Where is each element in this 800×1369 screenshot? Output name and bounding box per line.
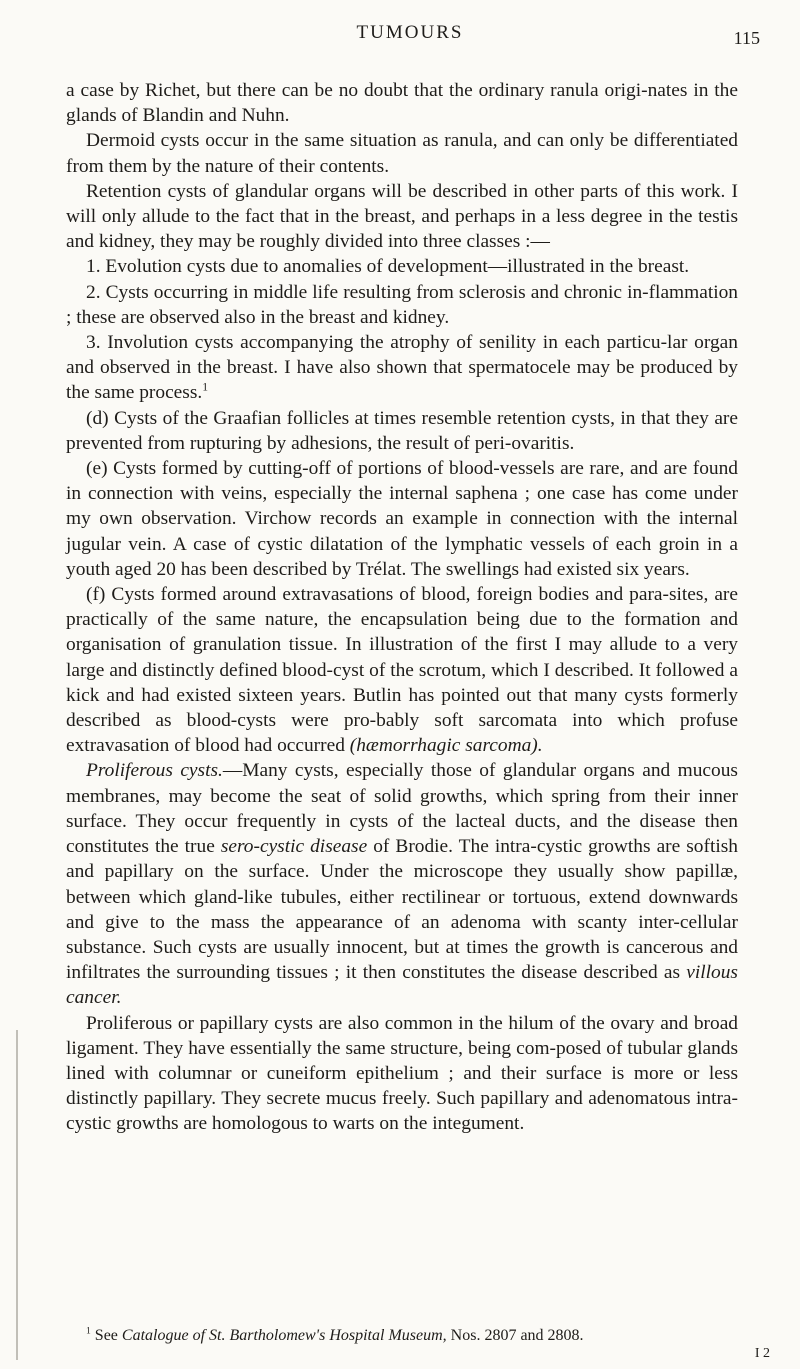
paragraph: Proliferous or papillary cysts are also common in the hilum of the ovary and broad ligament. They have essentially the same structure, being com-posed of tubular glands lined with columnar or cuneiform epithelium ; and their surface is more or less distinctly papillary. They secrete mucus freely. Such papillary and adenomatous intra-cystic growths are homologous to warts on the integument. [66, 1012, 738, 1135]
paragraph: a case by Richet, but there can be no doubt that the ordinary ranula origi-nates in the glands of Blandin and Nuhn. [66, 80, 738, 127]
page-number: 115 [733, 28, 760, 48]
paragraph-text: (f) Cysts formed around extravasations of blood, foreign bodies and para-sites, are practically of the same nature, the encapsulation being due to the formation and organisation of granulation tissue. In illustration of the first I may allude to a very large and distinctly defined blood-cyst of the scrotum, which I described. It followed a kick and had existed sixteen years. Butlin has pointed out that many cysts formerly described as blood-cysts were pro-bably soft sarcomata into which profuse extravasation of blood had occurred [66, 584, 738, 757]
footnote-text: Nos. 2807 and 2808. [450, 1327, 584, 1344]
footnote-text: See [94, 1327, 118, 1344]
paragraph [66, 582, 738, 758]
paragraph-text: of Brodie. The intra-cystic growths are softish and papillary on the surface. Under the microscope they usually show papillæ, between which gland-like tubules, either rectilinear or tortuous, extend downwards and give to the mass the appearance of an adenoma with scanty inter-cellular substance. Such cysts are usually innocent, but at times the growth is cancerous and infiltrates the surrounding tissues ; it then constitutes the disease described as [66, 836, 738, 984]
footnote-reference: 1 [202, 380, 209, 394]
list-item: 2. Cysts occurring in middle life resulting from sclerosis and chronic in-flammation ; these are observed also in the breast and kidney. [66, 281, 738, 328]
footnote [66, 1326, 738, 1346]
footnote-source: Catalogue of St. Bartholomew's Hospital Museum, [121, 1327, 447, 1344]
italic-term: (hæmorrhagic sarcoma). [349, 735, 543, 757]
paragraph: Retention cysts of glandular organs will be described in other parts of this work. I will only allude to the fact that in the breast, and perhaps in a less degree in the testis and kidney, they may be roughly divided into three classes :— [66, 180, 738, 253]
list-item-text: 3. Involution cysts accompanying the atrophy of senility in each particu-lar organ and observed in the breast. I have also shown that spermatocele may be produced by the same process. [66, 332, 738, 404]
section-lead: Proliferous cysts. [86, 760, 223, 782]
italic-term: sero-cystic disease [220, 836, 368, 858]
footnotes [66, 1326, 738, 1346]
page-header [60, 22, 760, 62]
signature-mark: I 2 [754, 1346, 770, 1361]
page-edge-shadow [16, 1030, 18, 1360]
paragraph: (e) Cysts formed by cutting-off of portions of blood-vessels are rare, and are found in connection with veins, especially the internal saphena ; one case has come under my own observation. Virchow records an example in connection with the internal jugular vein. A case of cystic dilatation of the lymphatic vessels of each groin in a youth aged 20 has been described by Trélat. The swellings had existed six years. [66, 458, 738, 580]
paragraph-text: —Many cysts, especially those of glandular organs and mucous membranes, may become the seat of solid growths, which spring from their inner surface. They occur frequently in cysts of the lacteal ducts, and the disease then constitutes the true [66, 760, 738, 858]
list-item: 1. Evolution cysts due to anomalies of development—illustrated in the breast. [86, 256, 690, 278]
footnote-marker: 1 [86, 1325, 91, 1337]
paragraph: (d) Cysts of the Graafian follicles at times resemble retention cysts, in that they are prevented from rupturing by adhesions, the result of peri-ovaritis. [66, 407, 738, 454]
body-text [66, 78, 738, 1137]
list-item [66, 330, 738, 406]
italic-term: villous cancer. [66, 962, 738, 1009]
running-head: TUMOURS [356, 22, 464, 43]
paragraph [66, 758, 738, 1010]
paragraph: Dermoid cysts occur in the same situation as ranula, and can only be differentiated from them by the nature of their contents. [66, 130, 738, 177]
